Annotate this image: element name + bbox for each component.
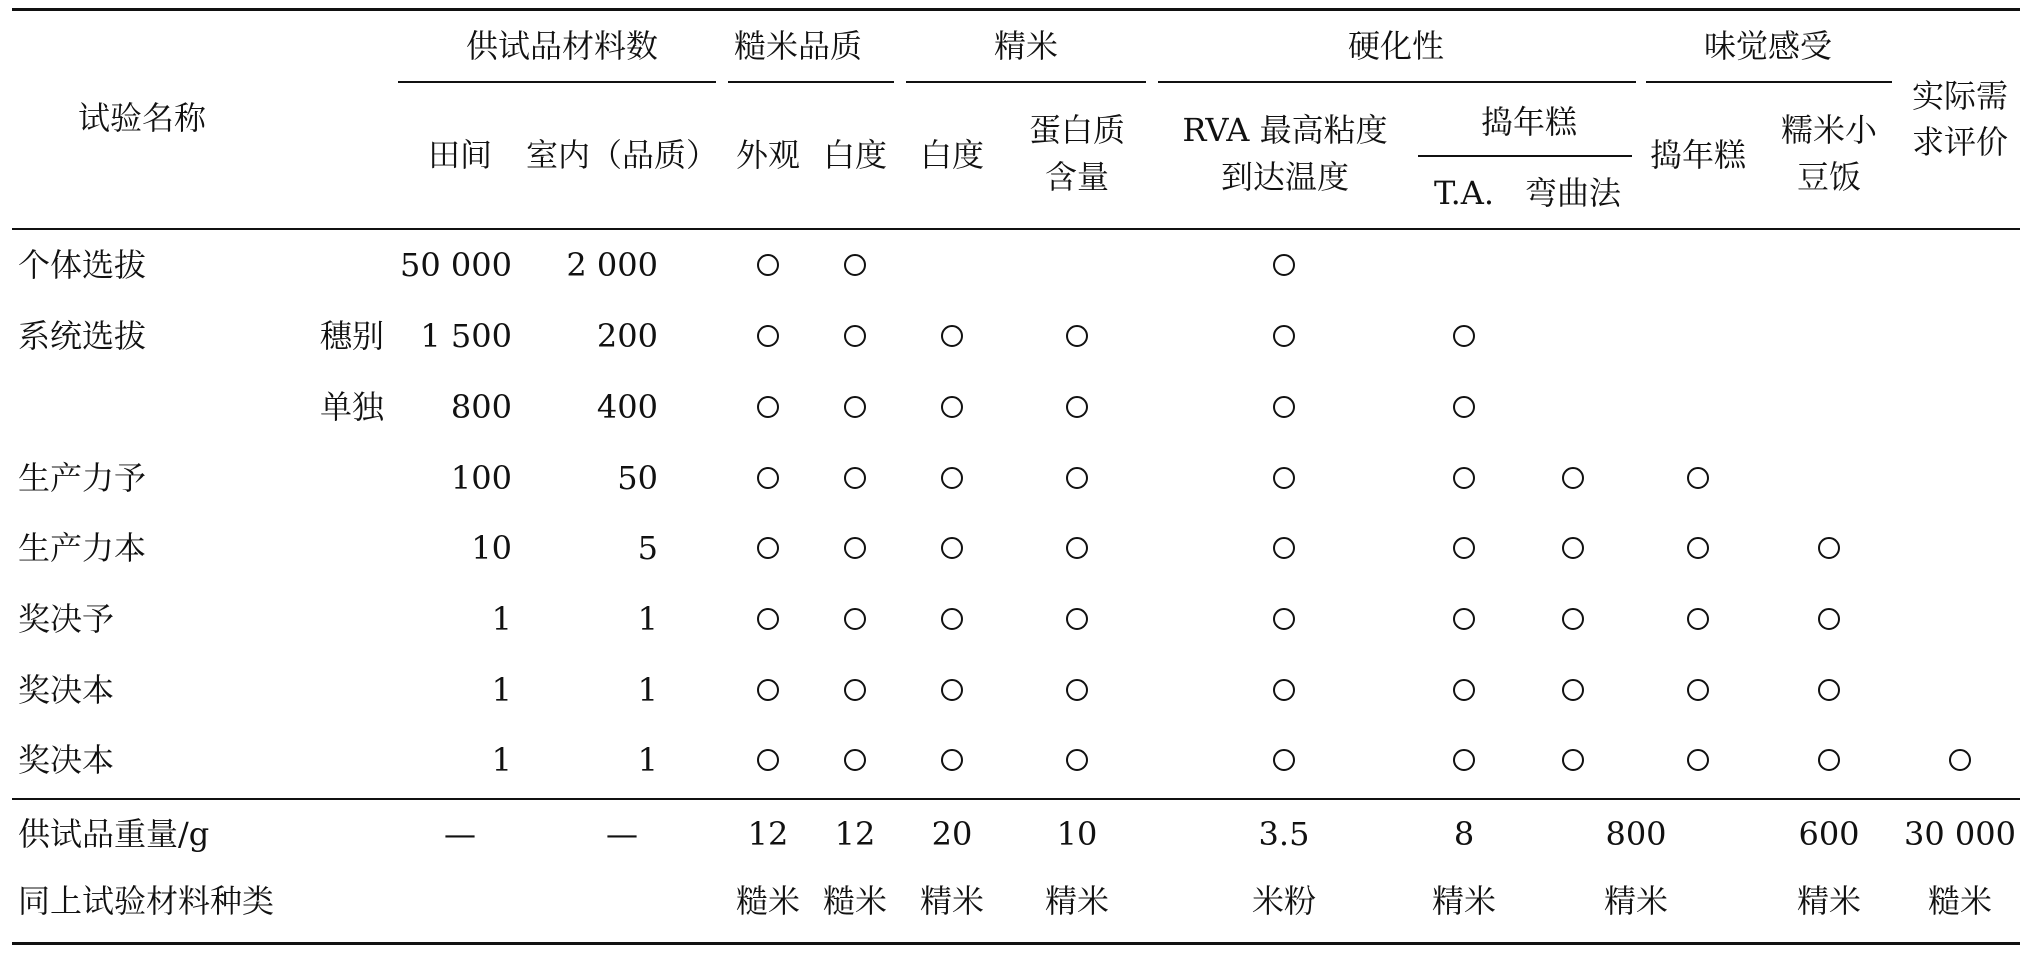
rule-material-count [398, 81, 716, 83]
weight-ta: 8 [1453, 815, 1475, 853]
header-field: 田间 [427, 136, 493, 174]
test-mark-circle [1066, 749, 1088, 771]
row-field: 1 [491, 600, 512, 638]
row-name: 系统选拔 [18, 317, 147, 355]
test-mark-circle [1066, 325, 1088, 347]
test-mark-circle [941, 396, 963, 418]
header-milled-rice: 精米 [993, 27, 1059, 65]
test-mark-circle [1273, 749, 1295, 771]
row-sub: 单独 [320, 388, 385, 426]
row-indoor: 1 [637, 741, 658, 779]
row-indoor: 400 [596, 388, 658, 426]
test-mark-circle [757, 537, 779, 559]
header-rva-line2: 到达温度 [1220, 158, 1350, 196]
row-name: 生产力予 [18, 459, 147, 497]
material-whiteness-milled: 精米 [919, 882, 985, 920]
header-whiteness-brown: 白度 [822, 136, 888, 174]
material-ta: 精米 [1431, 882, 1497, 920]
test-mark-circle [1066, 467, 1088, 489]
test-mark-circle [844, 537, 866, 559]
test-mark-circle [844, 396, 866, 418]
material-glutinous: 精米 [1796, 882, 1862, 920]
weight-whiteness-milled: 20 [931, 815, 973, 853]
test-mark-circle [1562, 749, 1584, 771]
header-bending: 弯曲法 [1524, 174, 1622, 212]
rule-rice-cake [1418, 155, 1632, 157]
test-mark-circle [844, 467, 866, 489]
material-protein: 精米 [1044, 882, 1110, 920]
header-taste: 味觉感受 [1703, 27, 1833, 65]
test-mark-circle [1949, 749, 1971, 771]
header-bottom-rule [12, 228, 2020, 230]
row-field: 800 [450, 388, 512, 426]
test-mark-circle [1273, 325, 1295, 347]
test-mark-circle [1453, 325, 1475, 347]
row-indoor: 50 [617, 459, 658, 497]
material-actual: 糙米 [1927, 882, 1993, 920]
rule-taste [1646, 81, 1892, 83]
test-mark-circle [757, 325, 779, 347]
test-mark-circle [1273, 254, 1295, 276]
test-mark-circle [1273, 396, 1295, 418]
header-whiteness-milled: 白度 [919, 136, 985, 174]
header-glutinous-line2: 豆饭 [1796, 158, 1862, 196]
test-mark-circle [1687, 537, 1709, 559]
test-mark-circle [1818, 679, 1840, 701]
material-rva: 米粉 [1251, 882, 1317, 920]
row-indoor: 1 [637, 600, 658, 638]
weight-field: — [444, 815, 476, 853]
test-mark-circle [1273, 467, 1295, 489]
test-mark-circle [1818, 608, 1840, 630]
test-mark-circle [1818, 749, 1840, 771]
test-mark-circle [1562, 467, 1584, 489]
header-hardening: 硬化性 [1347, 27, 1445, 65]
test-mark-circle [1687, 608, 1709, 630]
test-mark-circle [757, 467, 779, 489]
test-mark-circle [1453, 537, 1475, 559]
material-label: 同上试验材料种类 [18, 882, 275, 920]
header-material-count: 供试品材料数 [465, 27, 659, 65]
material-appearance: 糙米 [735, 882, 801, 920]
test-mark-circle [1687, 467, 1709, 489]
weight-bending-taste: 800 [1605, 815, 1667, 853]
row-sub: 穗别 [320, 317, 385, 355]
weight-indoor: — [606, 815, 638, 853]
material-whiteness-brown: 糙米 [822, 882, 888, 920]
top-rule [12, 8, 2020, 11]
row-field: 100 [450, 459, 512, 497]
header-protein-line1: 蛋白质 [1028, 111, 1126, 149]
header-taste-rice-cake: 捣年糕 [1649, 136, 1747, 174]
test-mark-circle [941, 608, 963, 630]
row-indoor: 5 [637, 529, 658, 567]
test-mark-circle [1273, 537, 1295, 559]
row-name: 奖决予 [18, 600, 115, 638]
row-name: 生产力本 [18, 529, 147, 567]
row-name: 奖决本 [18, 671, 115, 709]
test-mark-circle [941, 749, 963, 771]
test-mark-circle [1818, 537, 1840, 559]
test-mark-circle [1562, 608, 1584, 630]
test-mark-circle [1066, 679, 1088, 701]
test-mark-circle [1687, 749, 1709, 771]
header-rice-cake: 捣年糕 [1480, 103, 1578, 141]
header-trial-name: 试验名称 [77, 99, 207, 137]
test-mark-circle [844, 254, 866, 276]
test-mark-circle [1273, 679, 1295, 701]
row-indoor: 200 [596, 317, 658, 355]
header-protein-line2: 含量 [1044, 158, 1110, 196]
test-mark-circle [941, 537, 963, 559]
header-ta: T.A. [1433, 174, 1495, 212]
weight-protein: 10 [1056, 815, 1098, 853]
row-field: 1 500 [420, 317, 512, 355]
test-mark-circle [844, 679, 866, 701]
header-rva-line1: RVA 最高粘度 [1182, 111, 1388, 149]
row-indoor: 1 [637, 671, 658, 709]
header-indoor: 室内（品质） [525, 136, 719, 174]
test-mark-circle [1273, 608, 1295, 630]
test-mark-circle [1453, 396, 1475, 418]
row-name: 个体选拔 [18, 246, 147, 284]
test-mark-circle [1066, 608, 1088, 630]
header-glutinous-line1: 糯米小 [1780, 111, 1878, 149]
bottom-rule [12, 942, 2020, 945]
test-mark-circle [757, 608, 779, 630]
row-field: 1 [491, 671, 512, 709]
row-field: 1 [491, 741, 512, 779]
row-name: 奖决本 [18, 741, 115, 779]
test-mark-circle [1453, 608, 1475, 630]
test-mark-circle [1562, 679, 1584, 701]
test-mark-circle [1066, 537, 1088, 559]
row-field: 10 [471, 529, 512, 567]
header-actual-line2: 求评价 [1911, 123, 2009, 161]
header-brown-rice-quality: 糙米品质 [733, 27, 863, 65]
test-mark-circle [941, 325, 963, 347]
row-field: 50 000 [400, 246, 512, 284]
header-actual-line1: 实际需 [1911, 77, 2009, 115]
test-mark-circle [757, 679, 779, 701]
weight-label: 供试品重量/g [18, 815, 210, 853]
test-mark-circle [941, 679, 963, 701]
test-mark-circle [1066, 396, 1088, 418]
test-mark-circle [1562, 537, 1584, 559]
test-mark-circle [757, 749, 779, 771]
weight-rva: 3.5 [1258, 815, 1310, 853]
test-mark-circle [1687, 679, 1709, 701]
weight-whiteness-brown: 12 [834, 815, 876, 853]
test-mark-circle [844, 749, 866, 771]
test-mark-circle [1453, 749, 1475, 771]
test-mark-circle [844, 325, 866, 347]
test-mark-circle [1453, 467, 1475, 489]
row-indoor: 2 000 [566, 246, 658, 284]
test-mark-circle [757, 396, 779, 418]
rule-hardening [1158, 81, 1636, 83]
summary-rule [12, 798, 2020, 800]
material-bending-taste: 精米 [1603, 882, 1669, 920]
test-mark-circle [941, 467, 963, 489]
test-mark-circle [1453, 679, 1475, 701]
weight-actual: 30 000 [1904, 815, 2016, 853]
test-mark-circle [757, 254, 779, 276]
weight-glutinous: 600 [1798, 815, 1860, 853]
header-appearance: 外观 [735, 136, 801, 174]
rule-brown-rice [728, 81, 894, 83]
test-mark-circle [844, 608, 866, 630]
rule-milled-rice [906, 81, 1146, 83]
weight-appearance: 12 [747, 815, 789, 853]
